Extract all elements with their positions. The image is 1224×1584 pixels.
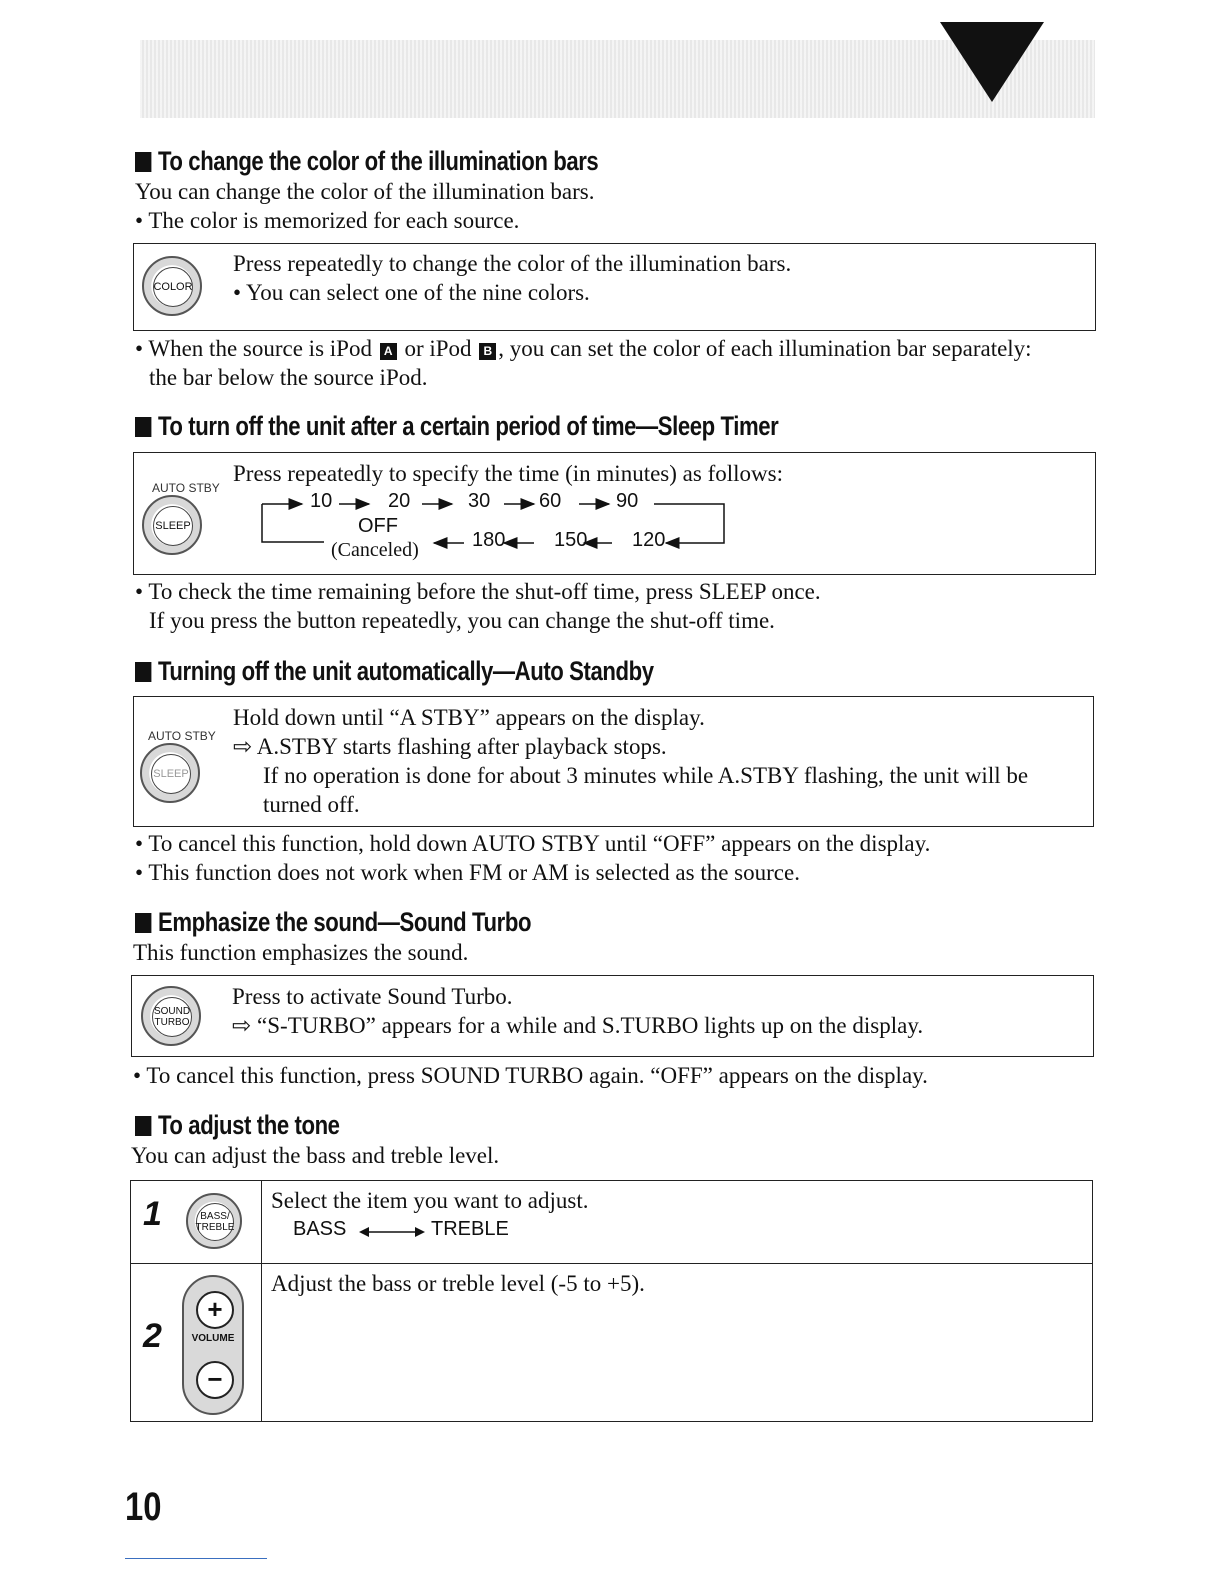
note-text: the bar below the source iPod.	[149, 365, 428, 390]
step-result	[233, 732, 667, 761]
table-divider	[131, 1263, 1092, 1264]
result-arrow-icon: ⇨	[233, 734, 253, 759]
square-bullet-icon	[135, 1116, 151, 1136]
note-text: or iPod	[404, 336, 472, 361]
step-text: Press repeatedly to specify the time (in minutes) as follows:	[233, 461, 783, 486]
volume-label: VOLUME	[191, 1333, 235, 1344]
intro-text: You can change the color of the illumination bars.	[135, 179, 595, 204]
heading-text: To turn off the unit after a certain period of time—Sleep Timer	[157, 411, 779, 441]
note-text: If you press the button repeatedly, you can change the shut-off time.	[149, 608, 775, 633]
table-divider	[261, 1181, 262, 1421]
note-text: , you can set the color of each illumination bar separately:	[498, 336, 1032, 361]
color-button-label: COLOR	[153, 267, 193, 307]
sleep-value: 180	[472, 529, 506, 551]
square-bullet-icon	[135, 662, 151, 682]
triangle-marker-icon	[940, 22, 1044, 102]
intro-text: This function emphasizes the sound.	[133, 940, 469, 965]
volume-control-icon	[182, 1275, 244, 1415]
note-text: • This function does not work when FM or AM is selected as the source.	[135, 860, 800, 885]
auto-stby-label: AUTO STBY	[148, 729, 216, 743]
instruction-box-auto-standby	[133, 696, 1094, 827]
bass-treble-button-icon	[186, 1193, 242, 1249]
sleep-value: 10	[310, 490, 333, 512]
heading-text: To adjust the tone	[157, 1110, 340, 1140]
heading-text: To change the color of the illumination bars	[157, 146, 599, 176]
section-heading-illumination	[135, 145, 598, 177]
sleep-button-icon	[142, 495, 202, 555]
step-text: turned off.	[263, 792, 360, 817]
section-heading-tone	[135, 1109, 340, 1141]
tone-steps-table	[130, 1180, 1093, 1422]
sound-turbo-button-label: SOUND TURBO	[152, 997, 192, 1037]
step-text: Press repeatedly to change the color of the illumination bars.	[233, 251, 792, 276]
step-number: 1	[143, 1195, 162, 1233]
auto-stby-button-icon	[140, 743, 200, 803]
sleep-value: 150	[554, 529, 588, 551]
section-heading-sound-turbo	[135, 906, 531, 938]
note-text: • To check the time remaining before the shut-off time, press SLEEP once.	[135, 579, 821, 604]
step-text: Press to activate Sound Turbo.	[232, 984, 513, 1009]
heading-text: Turning off the unit automatically—Auto Standby	[157, 656, 654, 686]
intro-text: You can adjust the bass and treble level.	[131, 1143, 500, 1168]
sound-turbo-button-icon	[141, 986, 201, 1046]
color-button-icon	[142, 256, 202, 316]
result-arrow-icon: ⇨	[232, 1013, 252, 1038]
square-bullet-icon	[135, 152, 151, 172]
step-text: Hold down until “A STBY” appears on the display.	[233, 705, 705, 730]
square-bullet-icon	[135, 913, 151, 933]
instruction-box-sleep	[133, 452, 1096, 575]
volume-plus-icon: +	[196, 1291, 234, 1329]
note-text: • To cancel this function, press SOUND TURBO again. “OFF” appears on the display.	[133, 1063, 928, 1088]
ipod-a-badge: A	[380, 343, 397, 360]
sleep-value: 120	[632, 529, 666, 551]
treble-label: TREBLE	[431, 1218, 509, 1240]
bass-treble-button-label: BASS/ TREBLE	[196, 1203, 234, 1241]
heading-text: Emphasize the sound—Sound Turbo	[157, 907, 532, 937]
square-bullet-icon	[135, 417, 151, 437]
sleep-off-label: OFF	[358, 515, 398, 537]
sleep-button-label: SLEEP	[153, 506, 193, 546]
volume-minus-icon: −	[196, 1361, 234, 1399]
step-text: Adjust the bass or treble level (-5 to +5).	[271, 1271, 645, 1296]
step-text: • You can select one of the nine colors.	[233, 280, 590, 305]
sleep-button-label: SLEEP	[151, 754, 191, 794]
note-text: • When the source is iPod	[135, 336, 372, 361]
footer-line	[125, 1558, 267, 1559]
step-number: 2	[143, 1317, 162, 1355]
page-number: 10	[125, 1485, 162, 1529]
step-result	[232, 1011, 923, 1040]
note-text: • To cancel this function, hold down AUTO STBY until “OFF” appears on the display.	[135, 831, 931, 856]
section-heading-auto-standby	[135, 655, 654, 687]
sleep-value: 20	[388, 490, 411, 512]
step-text: “S-TURBO” appears for a while and S.TURBO lights up on the display.	[257, 1013, 924, 1038]
sleep-value: 60	[539, 490, 562, 512]
sleep-value: 30	[468, 490, 491, 512]
sleep-value: 90	[616, 490, 639, 512]
step-text: If no operation is done for about 3 minutes while A.STBY flashing, the unit will be	[263, 763, 1029, 788]
auto-stby-label: AUTO STBY	[152, 481, 220, 495]
ipod-b-badge: B	[479, 343, 496, 360]
section-heading-sleep-timer	[135, 410, 778, 442]
canceled-label: (Canceled)	[331, 539, 419, 561]
bullet-text: • The color is memorized for each source.	[135, 208, 520, 233]
instruction-box-sound-turbo	[131, 975, 1094, 1057]
double-arrow-icon	[359, 1225, 425, 1239]
bass-label: BASS	[293, 1218, 347, 1240]
note-ipod	[135, 334, 1032, 363]
step-text: A.STBY starts flashing after playback stops.	[256, 734, 667, 759]
instruction-box-color	[133, 243, 1096, 331]
step-text: Select the item you want to adjust.	[271, 1188, 589, 1213]
